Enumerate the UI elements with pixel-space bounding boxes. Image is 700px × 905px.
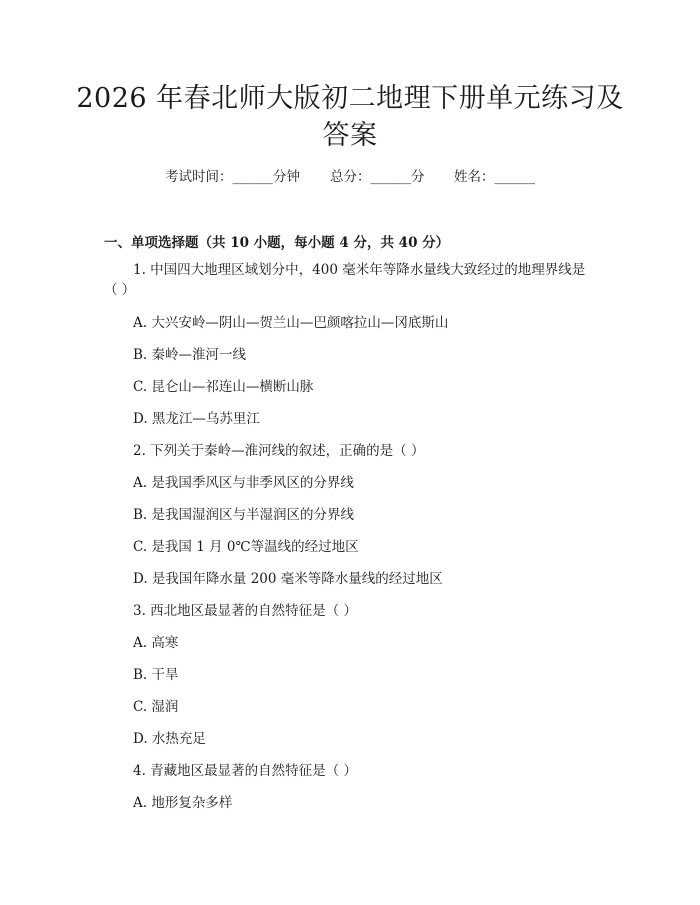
question-3-option-d: D. 水热充足 — [133, 731, 206, 747]
question-1-option-c: C. 昆仑山—祁连山—横断山脉 — [133, 379, 314, 395]
question-2-option-a: A. 是我国季风区与非季风区的分界线 — [133, 475, 354, 491]
question-2-option-c: C. 是我国 1 月 0℃等温线的经过地区 — [133, 539, 359, 555]
question-3: 3. 西北地区最显著的自然特征是（ ） — [133, 603, 357, 619]
question-2-option-b: B. 是我国湿润区与半湿润区的分界线 — [133, 507, 355, 523]
question-1: 1. 中国四大地理区域划分中，400 毫米年等降水量线大致经过的地理界线是 — [133, 262, 586, 278]
question-1-option-a: A. 大兴安岭—阴山—贺兰山—巴颜喀拉山—冈底斯山 — [133, 315, 449, 331]
student-name-field: 姓名：______ — [454, 169, 535, 185]
question-4: 4. 青藏地区最显著的自然特征是（ ） — [133, 763, 357, 779]
exam-time-field: 考试时间：______分钟 — [165, 169, 300, 185]
question-2: 2. 下列关于秦岭—淮河线的叙述，正确的是（ ） — [133, 443, 425, 459]
question-1-option-b: B. 秦岭—淮河一线 — [133, 347, 247, 363]
question-1-option-d: D. 黑龙江—乌苏里江 — [133, 411, 260, 427]
question-4-option-a: A. 地形复杂多样 — [133, 795, 233, 811]
total-score-field: 总分：______分 — [330, 169, 425, 185]
section-heading: 一、单项选择题（共 10 小题，每小题 4 分，共 40 分） — [104, 235, 450, 251]
question-3-option-b: B. 干旱 — [133, 667, 179, 683]
question-3-option-a: A. 高寒 — [133, 635, 179, 651]
document-title-line-2: 答案 — [322, 120, 378, 151]
document-title-line-1: 2026 年春北师大版初二地理下册单元练习及 — [76, 83, 624, 114]
question-1-bracket: （ ） — [104, 282, 136, 298]
question-3-option-c: C. 湿润 — [133, 699, 179, 715]
question-2-option-d: D. 是我国年降水量 200 毫米等降水量线的经过地区 — [133, 571, 443, 587]
